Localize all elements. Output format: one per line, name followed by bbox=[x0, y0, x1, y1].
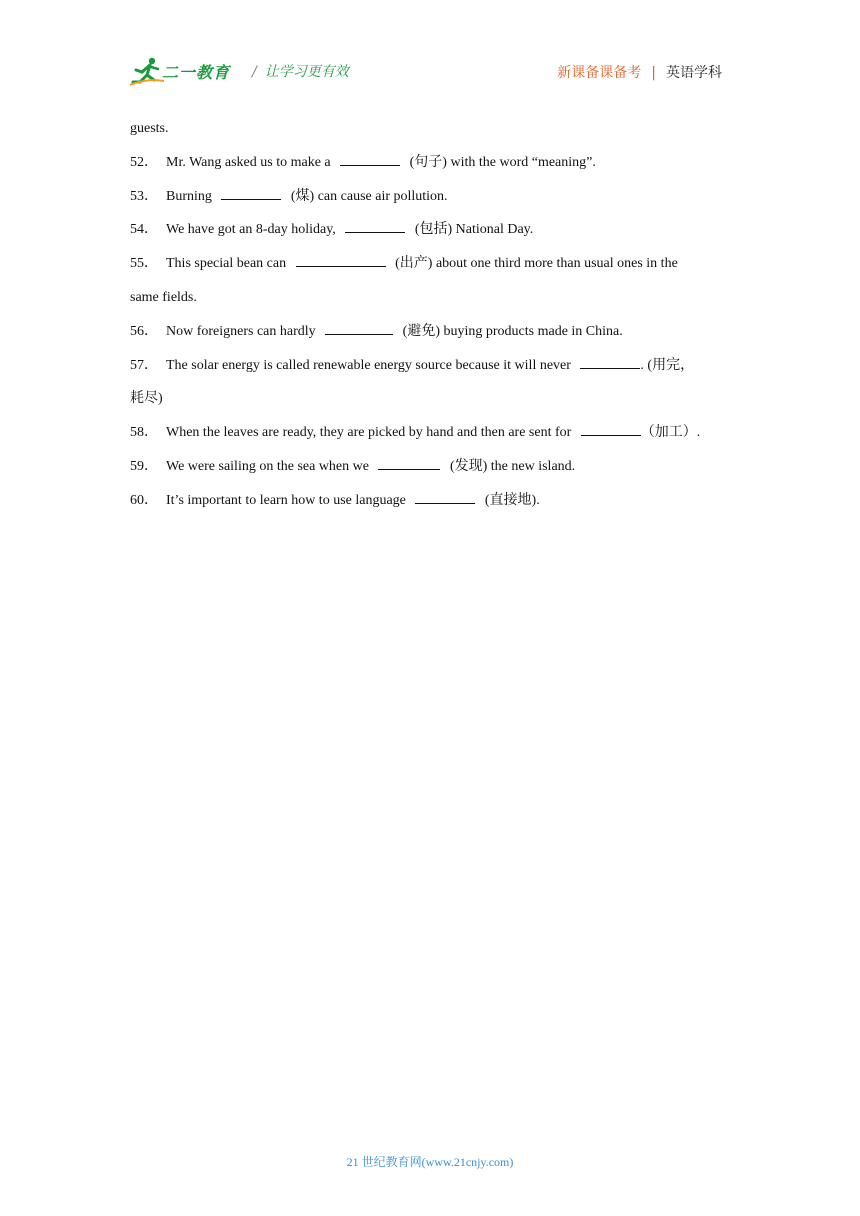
question-text-continuation: same fields. bbox=[130, 289, 197, 305]
header-course-info bbox=[557, 62, 722, 82]
page-footer bbox=[0, 1153, 860, 1170]
answer-blank[interactable] bbox=[378, 457, 440, 470]
answer-blank[interactable] bbox=[340, 153, 400, 166]
question-number: 57． bbox=[130, 357, 158, 373]
question-text-after: (避免) buying products made in China. bbox=[402, 323, 623, 339]
question-text-after: (出产) about one third more than usual ones in the bbox=[395, 256, 678, 272]
question-text-before: We were sailing on the sea when we bbox=[166, 458, 369, 474]
question-number: 56． bbox=[130, 323, 158, 339]
question-number: 58． bbox=[130, 425, 158, 441]
answer-blank[interactable] bbox=[325, 322, 393, 335]
question-text-before: Now foreigners can hardly bbox=[166, 323, 316, 339]
question-text-before: Mr. Wang asked us to make a bbox=[166, 154, 331, 170]
slogan-text: 让学习更有效 bbox=[264, 64, 349, 80]
question-number: 52． bbox=[130, 154, 158, 170]
answer-blank[interactable] bbox=[415, 491, 475, 504]
subject-label: 英语学科 bbox=[666, 65, 722, 81]
answer-blank[interactable] bbox=[345, 220, 405, 233]
footer-link[interactable]: 21 世纪教育网(www.21cnjy.com) bbox=[346, 1155, 514, 1169]
question-text-after: (直接地). bbox=[484, 492, 540, 508]
question-number: 53． bbox=[130, 188, 158, 204]
question-55 bbox=[130, 247, 740, 281]
question-56 bbox=[130, 315, 740, 349]
question-53 bbox=[130, 180, 740, 214]
question-text-before: When the leaves are ready, they are picked by hand and then are sent for bbox=[166, 425, 572, 441]
logo-text: 二一教育 bbox=[162, 63, 231, 82]
question-54 bbox=[130, 213, 740, 247]
question-text-before: We have got an 8-day holiday, bbox=[166, 222, 336, 238]
question-list bbox=[130, 112, 740, 518]
question-60 bbox=[130, 484, 740, 518]
slogan bbox=[252, 61, 349, 81]
question-59 bbox=[130, 450, 740, 484]
question-number: 55． bbox=[130, 256, 158, 272]
runner-logo-icon bbox=[130, 56, 164, 88]
question-number: 60． bbox=[130, 492, 158, 508]
question-57 bbox=[130, 349, 740, 383]
logo bbox=[130, 56, 240, 90]
question-text-before: It’s important to learn how to use language bbox=[166, 492, 406, 508]
continuation-text: guests. bbox=[130, 121, 169, 136]
question-text-after: (包括) National Day. bbox=[414, 222, 534, 238]
course-label: 新课备课备考 bbox=[557, 65, 642, 81]
question-text-after: (煤) can cause air pollution. bbox=[290, 188, 448, 204]
question-58 bbox=[130, 416, 740, 450]
answer-blank[interactable] bbox=[296, 254, 386, 267]
question-number: 59． bbox=[130, 458, 158, 474]
question-text-after: . (用完， bbox=[640, 357, 695, 373]
question-text-before: This special bean can bbox=[166, 256, 287, 272]
question-text-after: (发现) the new island. bbox=[449, 458, 576, 474]
slogan-slash: / bbox=[252, 64, 257, 80]
question-number: 54． bbox=[130, 222, 158, 238]
question-continuation bbox=[130, 112, 740, 146]
question-57-continuation bbox=[130, 382, 740, 416]
question-52 bbox=[130, 146, 740, 180]
question-55-continuation bbox=[130, 281, 740, 315]
question-text-before: The solar energy is called renewable energy source because it will never bbox=[166, 357, 571, 373]
header-divider: | bbox=[651, 65, 656, 81]
question-text-after: (句子) with the word “meaning”. bbox=[409, 154, 596, 170]
answer-blank[interactable] bbox=[221, 187, 281, 200]
question-text-continuation: 耗尽) bbox=[130, 391, 163, 407]
answer-blank[interactable] bbox=[580, 356, 640, 369]
question-text-before: Burning bbox=[166, 188, 212, 204]
page-header bbox=[0, 0, 860, 100]
question-text-after: （加工）. bbox=[640, 425, 701, 441]
answer-blank[interactable] bbox=[581, 423, 641, 436]
